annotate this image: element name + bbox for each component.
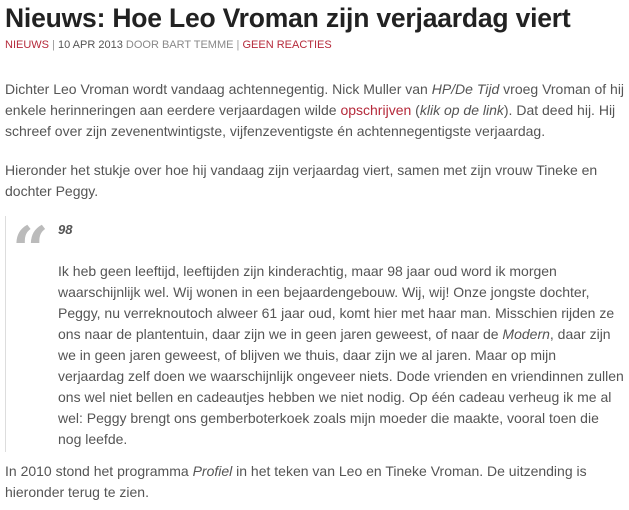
article-title[interactable]: Nieuws: Hoe Leo Vroman zijn verjaardag viert	[5, 3, 571, 33]
blockquote	[5, 213, 628, 452]
intro-paragraph	[5, 79, 625, 142]
text: Ik heb geen leeftijd, leeftijden zijn kinderachtig, maar 98 jaar oud word ik morgen waarschijnlijk wel. Wij wonen in een bejaardengebouw. Wij, wij! Onze jongste dochter, Peggy, nu verreknoutoch alweer 61 jaar oud, komt hier met haar man. Misschien rijden ze ons naar de plantentuin, daar zijn we in geen jaren geweest, of naar de	[58, 263, 615, 342]
meta-separator: |	[52, 39, 55, 51]
quote-mark-icon: “	[12, 213, 49, 288]
meta-separator: |	[236, 39, 240, 51]
comments-link[interactable]: GEEN REACTIES	[242, 39, 332, 51]
text: , daar zijn we in geen jaren geweest, of blijven we thuis, daar zijn we al jaren. Maar op mijn verjaardag zelf doen we waarschijnlijk ongeveer niets. Dode vrienden en vriendinnen zullen ons wel niet bellen en cadeautjes hebben we niet nodig. Op één cadeau verheug ik me al wel: Peggy brengt ons gemberboterkoek zoals mijn moeder die maakte, vooral toen die nog leefde.	[58, 326, 624, 447]
text: in het teken van Leo en Tineke Vroman. De uitzending is hieronder terug te zien.	[5, 463, 587, 500]
post-date: 10 APR 2013	[57, 39, 123, 51]
author-prefix: DOOR	[125, 39, 159, 51]
author-name: BART TEMME	[161, 39, 234, 51]
text: Dichter Leo Vroman wordt vandaag achtennegentig. Nick Muller van	[5, 81, 432, 97]
category-link[interactable]: NIEUWS	[5, 39, 49, 51]
text: In 2010 stond het programma	[5, 463, 193, 479]
article-meta	[5, 38, 332, 52]
program-name: Profiel	[192, 463, 233, 479]
source-name: HP/De Tijd	[431, 81, 500, 97]
opschrijven-link[interactable]: opschrijven	[340, 102, 412, 118]
quote-text	[58, 261, 624, 450]
quote-title: 98	[58, 222, 73, 237]
text: (	[411, 102, 420, 118]
text: ). Dat deed hij. Hij schreef over zijn zevenentwintigste, vijfenzeventigste én achtennegentigste verjaardag.	[5, 102, 616, 139]
text: vroeg Vroman of hij enkele herinneringen aan eerdere verjaardagen wilde	[5, 81, 625, 118]
closing-paragraph	[5, 461, 625, 503]
second-paragraph: Hieronder het stukje over hoe hij vandaag zijn verjaardag viert, samen met zijn vrouw Tineke en dochter Peggy.	[5, 162, 598, 199]
link-hint: klik op de link	[419, 102, 504, 118]
modern-emphasis: Modern	[502, 326, 550, 342]
